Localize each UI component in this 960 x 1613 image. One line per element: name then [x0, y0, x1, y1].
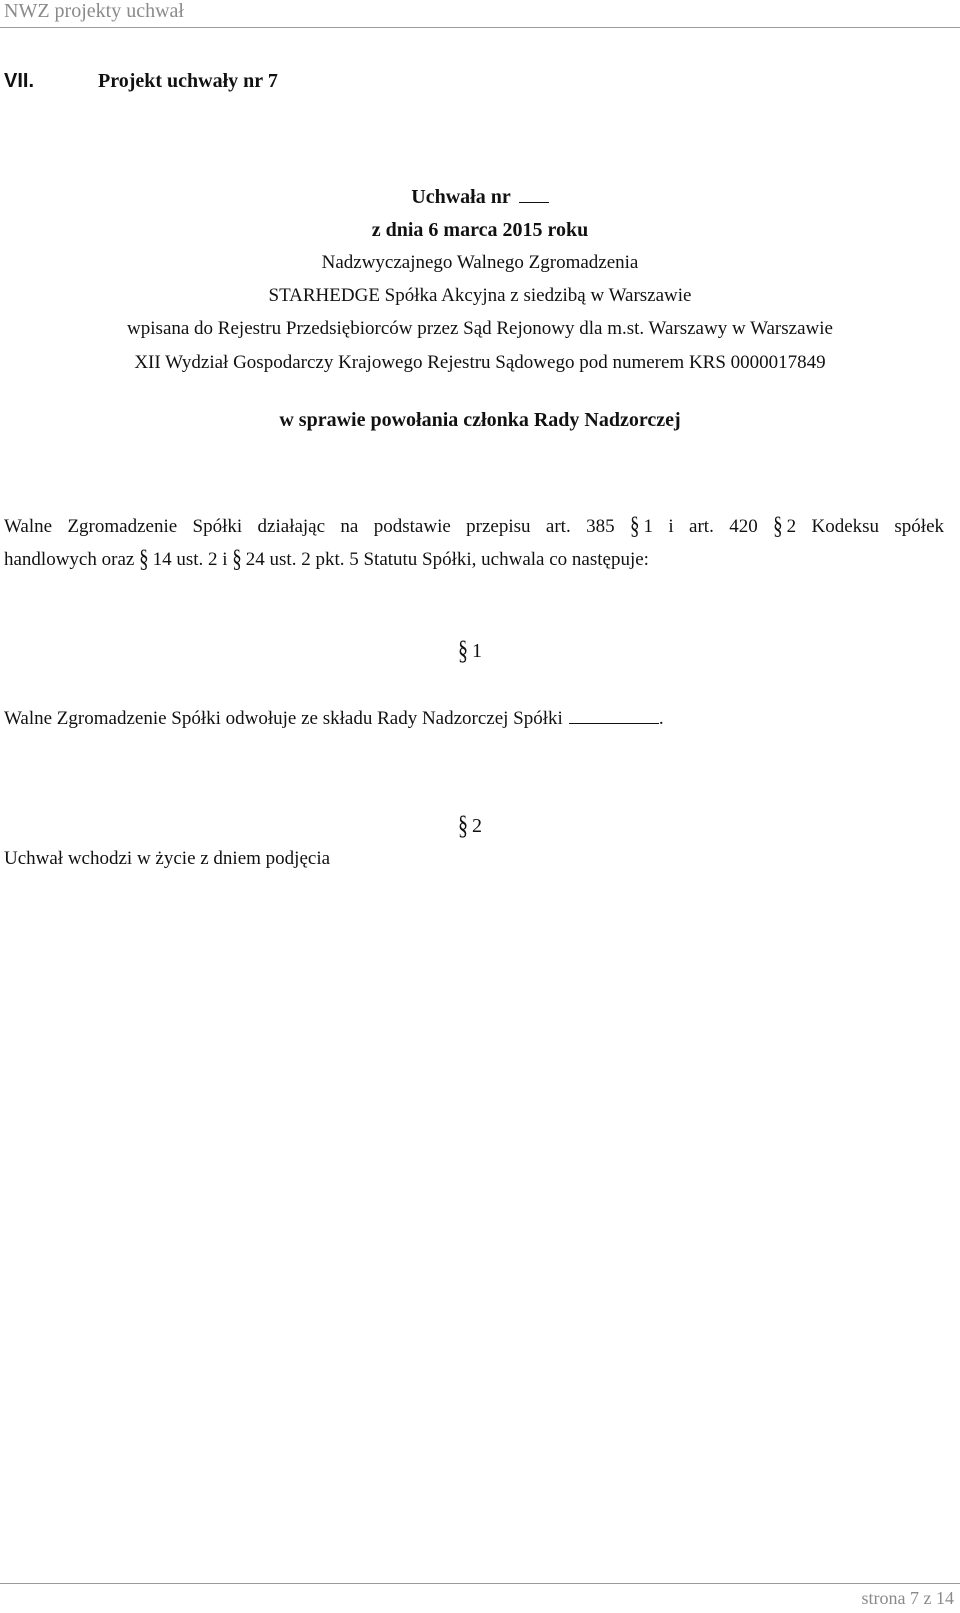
- paragraph-1-number: 1: [472, 640, 482, 662]
- section-number: VII.: [4, 70, 35, 92]
- resolution-line-4: XII Wydział Gospodarczy Krajowego Rejestru Sądowego pod numerem KRS 0000017849: [134, 352, 826, 373]
- company-name-blank: [569, 722, 659, 724]
- intro-text-1a: Walne Zgromadzenie Spółki działając na podstawie przepisu art. 385: [4, 516, 615, 537]
- intro-text-2a: handlowych oraz: [4, 549, 135, 570]
- resolution-line-2: STARHEDGE Spółka Akcyjna z siedzibą w Warszawie: [268, 285, 692, 306]
- intro-text-1b: 1 i art. 420: [643, 516, 758, 537]
- intro-text-2c: 24 ust. 2 pkt. 5 Statutu Spółki, uchwala co następuje:: [245, 549, 649, 570]
- section-sign-icon: §: [458, 635, 468, 666]
- section-sign-icon: §: [773, 512, 783, 541]
- section-sign-icon: §: [139, 545, 149, 574]
- header-divider: [0, 27, 960, 28]
- footer-divider: [0, 1583, 960, 1584]
- paragraph-1-end: .: [658, 708, 664, 729]
- paragraph-2-text: Uchwał wchodzi w życie z dniem podjęcia: [4, 848, 331, 869]
- paragraph-1-heading: [458, 635, 482, 666]
- intro-line-2: [4, 545, 649, 574]
- resolution-line-1: Nadzwyczajnego Walnego Zgromadzenia: [321, 252, 639, 273]
- page-number: strona 7 z 14: [861, 1588, 954, 1608]
- resolution-heading: [0, 186, 960, 209]
- paragraph-1-body: Walne Zgromadzenie Spółki odwołuje ze składu Rady Nadzorczej Spółki: [4, 708, 563, 729]
- resolution-date: z dnia 6 marca 2015 roku: [371, 219, 589, 241]
- paragraph-2-number: 2: [472, 815, 482, 837]
- intro-line-1: [4, 512, 945, 541]
- intro-par-1: [629, 512, 758, 541]
- section-sign-icon: §: [458, 810, 468, 841]
- intro-par-2: [773, 512, 945, 541]
- resolution-line-3: wpisana do Rejestru Przedsiębiorców przez Sąd Rejonowy dla m.st. Warszawy w Warszawie: [127, 318, 833, 339]
- paragraph-1-text: [4, 708, 664, 730]
- intro-text-2b: 14 ust. 2 i: [152, 549, 228, 570]
- resolution-subject: w sprawie powołania członka Rady Nadzorczej: [279, 409, 681, 431]
- resolution-heading-text: Uchwała nr: [411, 186, 511, 208]
- header-title: NWZ projekty uchwał: [4, 0, 184, 22]
- section-sign-icon: §: [629, 512, 640, 541]
- paragraph-2-heading: [458, 810, 482, 841]
- section-title: Projekt uchwały nr 7: [98, 70, 278, 92]
- intro-text-1c: 2 Kodeksu spółek: [786, 516, 945, 537]
- section-sign-icon: §: [232, 545, 242, 574]
- resolution-number-blank: [519, 201, 549, 203]
